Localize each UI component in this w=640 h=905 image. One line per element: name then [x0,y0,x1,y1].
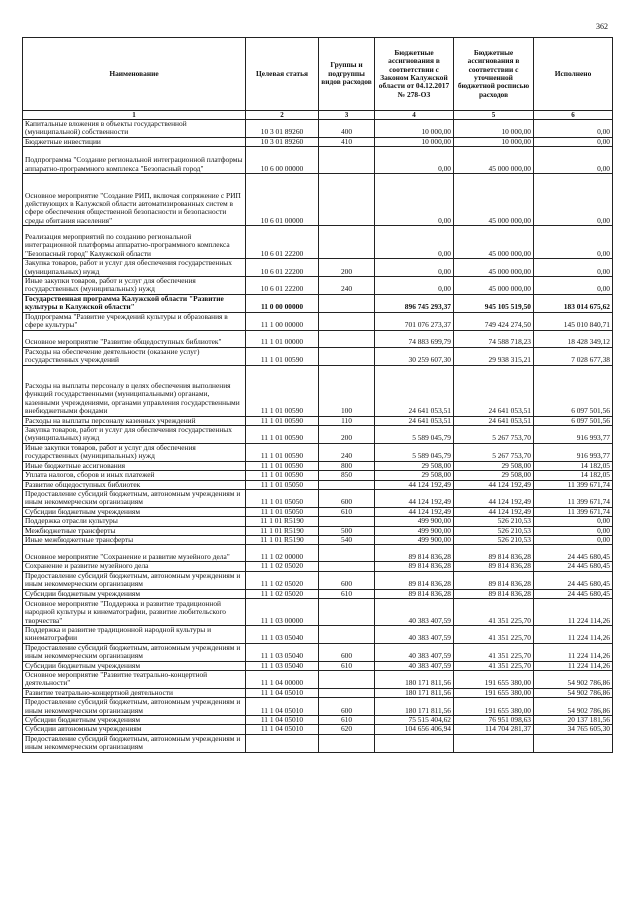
expense-type-cell: 610 [319,661,375,670]
table-row [23,589,613,598]
target-article-cell: 11 0 00 00000 [246,294,319,312]
refined-allocation-cell: 5 267 753,70 [454,443,534,461]
row-name-cell: Развитие общедоступных библиотек [23,480,246,489]
law-allocation-cell: 0,00 [375,259,454,277]
executed-cell: 6 097 501,56 [534,365,613,416]
expense-type-cell: 240 [319,277,375,295]
row-name-cell: Иные закупки товаров, работ и услуг для обеспечения государственных (муниципальных) нужд [23,277,246,295]
expense-type-cell: 100 [319,365,375,416]
law-allocation-cell: 44 124 192,49 [375,507,454,516]
header-name: Наименование [23,38,246,111]
table-row [23,661,613,670]
refined-allocation-cell: 41 351 225,70 [454,598,534,625]
row-name-cell: Иные бюджетные ассигнования [23,461,246,470]
table-row [23,517,613,526]
header-refined-allocation: Бюджетные ассигнования в соответствии с уточненной бюджетной росписью расходов [454,38,534,111]
executed-cell: 54 902 786,86 [534,671,613,689]
target-article-cell: 11 1 01 00590 [246,443,319,461]
row-name-cell: Основное мероприятие "Сохранение и развитие музейного дела" [23,545,246,562]
table-row [23,426,613,444]
row-name-cell: Предоставление субсидий бюджетным, автономным учреждениям и иным некоммерческим организациям [23,643,246,661]
executed-cell: 14 182,05 [534,461,613,470]
law-allocation-cell: 29 508,00 [375,471,454,480]
executed-cell: 11 224 114,26 [534,661,613,670]
executed-cell: 11 224 114,26 [534,598,613,625]
target-article-cell [246,734,319,752]
row-name-cell: Расходы на обеспечение деятельности (оказание услуг) государственных учреждений [23,347,246,365]
expense-type-cell: 110 [319,416,375,425]
target-article-cell: 11 1 04 05010 [246,725,319,734]
target-article-cell: 11 1 00 00000 [246,312,319,330]
target-article-cell: 11 1 01 05050 [246,507,319,516]
target-article-cell: 11 1 02 05020 [246,589,319,598]
refined-allocation-cell: 45 000 000,00 [454,259,534,277]
target-article-cell: 11 1 04 05010 [246,698,319,716]
target-article-cell: 11 1 01 05050 [246,489,319,507]
executed-cell: 0,00 [534,120,613,138]
row-name-cell: Подпрограмма "Развитие учреждений культуры и образования в сфере культуры" [23,312,246,330]
law-allocation-cell: 0,00 [375,226,454,259]
table-row [23,294,613,312]
expense-type-cell [319,562,375,571]
table-row [23,147,613,174]
target-article-cell: 10 6 01 00000 [246,174,319,226]
table-row [23,312,613,330]
table-row [23,535,613,544]
refined-allocation-cell: 24 641 053,51 [454,416,534,425]
row-name-cell: Поддержка и развитие традиционной народной культуры и кинематографии [23,625,246,643]
row-name-cell: Межбюджетные трансферты [23,526,246,535]
column-number: 2 [246,111,319,120]
executed-cell: 24 445 680,45 [534,571,613,589]
refined-allocation-cell: 41 351 225,70 [454,625,534,643]
refined-allocation-cell: 41 351 225,70 [454,661,534,670]
executed-cell: 18 428 349,12 [534,330,613,347]
expense-type-cell: 500 [319,526,375,535]
executed-cell: 11 399 671,74 [534,507,613,516]
table-row [23,489,613,507]
law-allocation-cell: 499 900,00 [375,526,454,535]
row-name-cell: Капитальные вложения в объекты государственной (муниципальной) собственности [23,120,246,138]
table-row [23,226,613,259]
column-number-row [23,111,613,120]
refined-allocation-cell: 89 814 836,28 [454,571,534,589]
refined-allocation-cell: 29 508,00 [454,471,534,480]
row-name-cell: Государственная программа Калужской области "Развитие культуры в Калужской области" [23,294,246,312]
row-name-cell: Основное мероприятие "Развитие общедоступных библиотек" [23,330,246,347]
target-article-cell: 10 6 01 22200 [246,259,319,277]
refined-allocation-cell: 45 000 000,00 [454,147,534,174]
target-article-cell: 11 1 01 00000 [246,330,319,347]
target-article-cell: 11 1 01 00590 [246,365,319,416]
refined-allocation-cell: 114 704 281,37 [454,725,534,734]
table-row [23,698,613,716]
law-allocation-cell: 180 171 811,56 [375,688,454,697]
row-name-cell: Сохранение и развитие музейного дела [23,562,246,571]
table-row [23,625,613,643]
table-row [23,443,613,461]
table-row [23,643,613,661]
law-allocation-cell: 89 814 836,28 [375,562,454,571]
table-row [23,571,613,589]
executed-cell: 24 445 680,45 [534,589,613,598]
law-allocation-cell: 701 076 273,37 [375,312,454,330]
executed-cell: 24 445 680,45 [534,562,613,571]
target-article-cell: 11 1 01 R5190 [246,517,319,526]
expense-type-cell: 850 [319,471,375,480]
header-target-article: Целевая статья [246,38,319,111]
law-allocation-cell: 499 900,00 [375,517,454,526]
page-number: 362 [596,22,608,31]
target-article-cell: 10 3 01 89260 [246,120,319,138]
law-allocation-cell: 10 000,00 [375,137,454,146]
table-row [23,137,613,146]
law-allocation-cell: 40 383 407,59 [375,643,454,661]
refined-allocation-cell: 76 951 098,63 [454,716,534,725]
table-row [23,461,613,470]
target-article-cell: 10 6 01 22200 [246,277,319,295]
column-number: 4 [375,111,454,120]
refined-allocation-cell: 10 000,00 [454,120,534,138]
executed-cell: 0,00 [534,277,613,295]
target-article-cell: 11 1 01 00590 [246,416,319,425]
row-name-cell: Подпрограмма "Создание региональной интеграционной платформы аппаратно-программного комплекса "Безопасный город" [23,147,246,174]
law-allocation-cell: 75 515 404,62 [375,716,454,725]
column-number: 6 [534,111,613,120]
row-name-cell: Субсидии автономным учреждениям [23,725,246,734]
expense-type-cell [319,625,375,643]
expense-type-cell: 200 [319,259,375,277]
row-name-cell: Поддержка отрасли культуры [23,517,246,526]
law-allocation-cell: 29 508,00 [375,461,454,470]
law-allocation-cell: 180 171 811,56 [375,698,454,716]
expense-type-cell: 600 [319,698,375,716]
expense-type-cell: 620 [319,725,375,734]
table-row [23,330,613,347]
row-name-cell: Предоставление субсидий бюджетным, автономным учреждениям и иным некоммерческим организациям [23,489,246,507]
expense-type-cell: 800 [319,461,375,470]
column-number: 5 [454,111,534,120]
header-row [23,38,613,111]
expense-type-cell: 610 [319,589,375,598]
executed-cell: 0,00 [534,517,613,526]
expense-type-cell: 610 [319,716,375,725]
law-allocation-cell: 89 814 836,28 [375,589,454,598]
row-name-cell: Основное мероприятие "Развитие театрально-концертной деятельности" [23,671,246,689]
expense-type-cell [319,226,375,259]
target-article-cell: 11 1 01 05050 [246,480,319,489]
target-article-cell: 10 6 00 00000 [246,147,319,174]
row-name-cell: Субсидии бюджетным учреждениям [23,661,246,670]
row-name-cell: Иные межбюджетные трансферты [23,535,246,544]
refined-allocation-cell: 526 210,53 [454,517,534,526]
expense-type-cell [319,480,375,489]
executed-cell: 11 224 114,26 [534,625,613,643]
law-allocation-cell: 40 383 407,59 [375,625,454,643]
law-allocation-cell: 44 124 192,49 [375,489,454,507]
refined-allocation-cell: 10 000,00 [454,137,534,146]
executed-cell: 6 097 501,56 [534,416,613,425]
row-name-cell: Предоставление субсидий бюджетным, автономным учреждениям и иным некоммерческим организациям [23,734,246,752]
expense-type-cell [319,174,375,226]
executed-cell: 916 993,77 [534,426,613,444]
law-allocation-cell: 0,00 [375,147,454,174]
table-row [23,598,613,625]
law-allocation-cell: 180 171 811,56 [375,671,454,689]
law-allocation-cell: 104 656 406,94 [375,725,454,734]
target-article-cell: 11 1 03 05040 [246,661,319,670]
executed-cell: 183 014 675,62 [534,294,613,312]
refined-allocation-cell: 44 124 192,49 [454,489,534,507]
expense-type-cell: 540 [319,535,375,544]
refined-allocation-cell: 45 000 000,00 [454,226,534,259]
table-row [23,259,613,277]
law-allocation-cell: 40 383 407,59 [375,598,454,625]
refined-allocation-cell: 24 641 053,51 [454,365,534,416]
table-row [23,480,613,489]
refined-allocation-cell: 45 000 000,00 [454,174,534,226]
executed-cell: 11 399 671,74 [534,480,613,489]
row-name-cell: Иные закупки товаров, работ и услуг для обеспечения государственных (муниципальных) нужд [23,443,246,461]
table-row [23,174,613,226]
executed-cell: 916 993,77 [534,443,613,461]
expense-type-cell [319,517,375,526]
row-name-cell: Предоставление субсидий бюджетным, автономным учреждениям и иным некоммерческим организациям [23,571,246,589]
law-allocation-cell: 24 641 053,51 [375,365,454,416]
target-article-cell: 11 1 02 05020 [246,562,319,571]
budget-execution-table [22,37,613,753]
row-name-cell: Субсидии бюджетным учреждениям [23,716,246,725]
target-article-cell: 11 1 02 05020 [246,571,319,589]
expense-type-cell [319,330,375,347]
refined-allocation-cell: 5 267 753,70 [454,426,534,444]
executed-cell: 11 224 114,26 [534,643,613,661]
target-article-cell: 11 1 01 R5190 [246,526,319,535]
executed-cell: 34 765 605,30 [534,725,613,734]
law-allocation-cell: 10 000,00 [375,120,454,138]
executed-cell: 0,00 [534,535,613,544]
table-row [23,277,613,295]
row-name-cell: Основное мероприятие "Поддержка и развитие традиционной народной культуры и кинематографии, развитие любительского творчества" [23,598,246,625]
law-allocation-cell: 896 745 293,37 [375,294,454,312]
refined-allocation-cell: 945 105 519,50 [454,294,534,312]
target-article-cell: 11 1 03 05040 [246,625,319,643]
executed-cell: 0,00 [534,174,613,226]
refined-allocation-cell: 89 814 836,28 [454,562,534,571]
row-name-cell: Расходы на выплаты персоналу в целях обеспечения выполнения функций государственными (муниципальными) органами, казенными учреждениями, органами управления государственными внебюджетными фондами [23,365,246,416]
executed-cell: 0,00 [534,147,613,174]
refined-allocation-cell: 44 124 192,49 [454,480,534,489]
row-name-cell: Субсидии бюджетным учреждениям [23,507,246,516]
target-article-cell: 11 1 04 05010 [246,716,319,725]
table-row [23,471,613,480]
row-name-cell: Субсидии бюджетным учреждениям [23,589,246,598]
expense-type-cell: 400 [319,120,375,138]
refined-allocation-cell: 191 655 380,00 [454,688,534,697]
executed-cell: 0,00 [534,137,613,146]
row-name-cell: Предоставление субсидий бюджетным, автономным учреждениям и иным некоммерческим организациям [23,698,246,716]
expense-type-cell [319,545,375,562]
table-row [23,120,613,138]
expense-type-cell [319,688,375,697]
table-row [23,562,613,571]
column-number: 3 [319,111,375,120]
law-allocation-cell: 5 589 045,79 [375,426,454,444]
table-row [23,526,613,535]
executed-cell: 145 010 840,71 [534,312,613,330]
target-article-cell: 10 6 01 22200 [246,226,319,259]
target-article-cell: 11 1 01 00590 [246,471,319,480]
expense-type-cell: 410 [319,137,375,146]
law-allocation-cell: 0,00 [375,277,454,295]
law-allocation-cell [375,734,454,752]
executed-cell: 24 445 680,45 [534,545,613,562]
refined-allocation-cell: 749 424 274,50 [454,312,534,330]
executed-cell: 0,00 [534,259,613,277]
executed-cell [534,734,613,752]
expense-type-cell [319,294,375,312]
expense-type-cell: 240 [319,443,375,461]
executed-cell: 11 399 671,74 [534,489,613,507]
refined-allocation-cell: 526 210,53 [454,526,534,535]
law-allocation-cell: 5 589 045,79 [375,443,454,461]
header-executed: Исполнено [534,38,613,111]
law-allocation-cell: 89 814 836,28 [375,545,454,562]
table-row [23,671,613,689]
law-allocation-cell: 499 900,00 [375,535,454,544]
refined-allocation-cell: 526 210,53 [454,535,534,544]
expense-type-cell: 600 [319,571,375,589]
expense-type-cell [319,734,375,752]
expense-type-cell: 610 [319,507,375,516]
row-name-cell: Расходы на выплаты персоналу казенных учреждений [23,416,246,425]
target-article-cell: 11 1 04 05010 [246,688,319,697]
expense-type-cell [319,147,375,174]
target-article-cell: 11 1 01 00590 [246,461,319,470]
expense-type-cell [319,598,375,625]
executed-cell: 20 137 181,56 [534,716,613,725]
target-article-cell: 11 1 02 00000 [246,545,319,562]
law-allocation-cell: 74 883 699,79 [375,330,454,347]
refined-allocation-cell: 89 814 836,28 [454,545,534,562]
refined-allocation-cell [454,734,534,752]
refined-allocation-cell: 74 588 718,23 [454,330,534,347]
row-name-cell: Бюджетные инвестиции [23,137,246,146]
law-allocation-cell: 89 814 836,28 [375,571,454,589]
row-name-cell: Закупка товаров, работ и услуг для обеспечения государственных (муниципальных) нужд [23,426,246,444]
refined-allocation-cell: 29 938 315,21 [454,347,534,365]
executed-cell: 14 182,05 [534,471,613,480]
table-row [23,716,613,725]
refined-allocation-cell: 44 124 192,49 [454,507,534,516]
row-name-cell: Закупка товаров, работ и услуг для обеспечения государственных (муниципальных) нужд [23,259,246,277]
target-article-cell: 11 1 03 00000 [246,598,319,625]
law-allocation-cell: 44 124 192,49 [375,480,454,489]
refined-allocation-cell: 41 351 225,70 [454,643,534,661]
expense-type-cell: 200 [319,426,375,444]
row-name-cell: Основное мероприятие "Создание РИП, включая сопряжение с РИП действующих в Калужской области автоматизированных систем в сфере обеспечения общественной безопасности и безопасности среды обитания населения" [23,174,246,226]
law-allocation-cell: 0,00 [375,174,454,226]
refined-allocation-cell: 89 814 836,28 [454,589,534,598]
executed-cell: 54 902 786,86 [534,698,613,716]
table-row [23,347,613,365]
target-article-cell: 11 1 01 00590 [246,347,319,365]
refined-allocation-cell: 29 508,00 [454,461,534,470]
header-expense-type: Группы и подгруппы видов расходов [319,38,375,111]
header-law-allocation: Бюджетные ассигнования в соответствии с Законом Калужской области от 04.12.2017 № 278-ОЗ [375,38,454,111]
refined-allocation-cell: 45 000 000,00 [454,277,534,295]
target-article-cell: 10 3 01 89260 [246,137,319,146]
refined-allocation-cell: 191 655 380,00 [454,671,534,689]
row-name-cell: Развитие театрально-концертной деятельности [23,688,246,697]
refined-allocation-cell: 191 655 380,00 [454,698,534,716]
expense-type-cell [319,347,375,365]
row-name-cell: Уплата налогов, сборов и иных платежей [23,471,246,480]
expense-type-cell: 600 [319,489,375,507]
column-number: 1 [23,111,246,120]
executed-cell: 7 028 677,38 [534,347,613,365]
executed-cell: 0,00 [534,526,613,535]
table-row [23,365,613,416]
table-row [23,416,613,425]
target-article-cell: 11 1 04 00000 [246,671,319,689]
row-name-cell: Реализация мероприятий по созданию региональной интеграционной платформы аппаратно-программного комплекса "Безопасный город" Калужской области [23,226,246,259]
table-row [23,734,613,752]
table-row [23,725,613,734]
expense-type-cell [319,312,375,330]
target-article-cell: 11 1 03 05040 [246,643,319,661]
target-article-cell: 11 1 01 R5190 [246,535,319,544]
expense-type-cell [319,671,375,689]
target-article-cell: 11 1 01 00590 [246,426,319,444]
table-row [23,545,613,562]
executed-cell: 0,00 [534,226,613,259]
executed-cell: 54 902 786,86 [534,688,613,697]
law-allocation-cell: 24 641 053,51 [375,416,454,425]
table-row [23,507,613,516]
law-allocation-cell: 40 383 407,59 [375,661,454,670]
expense-type-cell: 600 [319,643,375,661]
table-row [23,688,613,697]
law-allocation-cell: 30 259 607,30 [375,347,454,365]
